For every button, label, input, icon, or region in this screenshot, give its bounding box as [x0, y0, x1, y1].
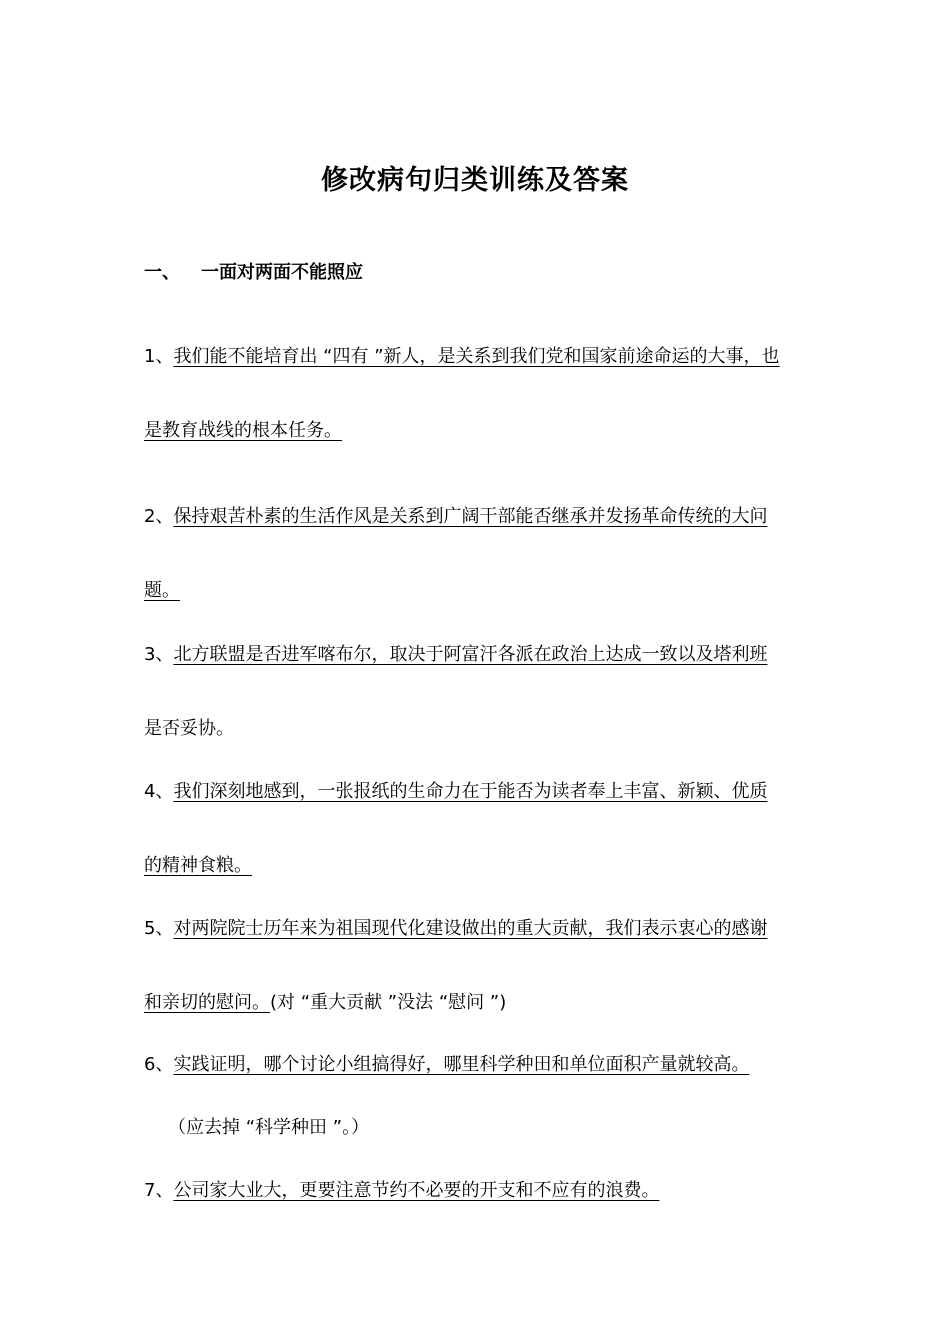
- item-number: 5、: [144, 918, 174, 939]
- item-sentence: 保持艰苦朴素的生活作风是关系到广阔干部能否继承并发扬革命传统的大问: [173, 506, 768, 527]
- item-6-line-1: [144, 1050, 749, 1076]
- item-number: 3、: [144, 644, 174, 665]
- item-3-line-2: [144, 714, 234, 740]
- item-sentence-continued: 和亲切的慰问。: [144, 992, 270, 1013]
- item-number: 6、: [144, 1054, 174, 1075]
- section-number: 一、: [144, 262, 180, 283]
- item-sentence-continued: 的精神食粮。: [144, 855, 252, 876]
- section-heading: [144, 258, 363, 284]
- item-sentence-continued: 是教育战线的根本任务。: [144, 420, 342, 441]
- item-sentence-continued: 题。: [144, 580, 180, 601]
- item-sentence: 北方联盟是否进军喀布尔，取决于阿富汗各派在政治上达成一致以及塔利班: [173, 644, 768, 665]
- item-7-line-1: [144, 1176, 659, 1202]
- item-sentence: 我们能不能培育出 “四有 ”新人，是关系到我们党和国家前途命运的大事，也: [173, 346, 780, 367]
- item-number: 4、: [144, 781, 174, 802]
- item-number: 1、: [144, 346, 174, 367]
- item-note: (对 “重大贡献 ”没法 “慰问 ”): [270, 992, 507, 1013]
- item-4-line-2: [144, 851, 252, 877]
- item-4-line-1: [144, 777, 767, 803]
- item-5-line-2: [144, 988, 506, 1014]
- item-number: 7、: [144, 1180, 174, 1201]
- item-sentence: 我们深刻地感到，一张报纸的生命力在于能否为读者奉上丰富、新颖、优质: [173, 781, 768, 802]
- item-note: （应去掉 “科学种田 ”。）: [168, 1117, 370, 1138]
- item-5-line-1: [144, 914, 767, 940]
- item-sentence-continued: 是否妥协。: [144, 718, 234, 739]
- item-2-line-1: [144, 502, 767, 528]
- item-2-line-2: [144, 576, 180, 602]
- item-1-line-2: [144, 416, 342, 442]
- item-3-line-1: [144, 640, 767, 666]
- item-6-line-2: [168, 1113, 369, 1139]
- page-title: 修改病句归类训练及答案: [321, 165, 629, 196]
- item-sentence: 实践证明，哪个讨论小组搞得好，哪里科学种田和单位面积产量就较高。: [173, 1054, 750, 1075]
- item-number: 2、: [144, 506, 174, 527]
- section-title: 一面对两面不能照应: [201, 262, 363, 283]
- item-sentence: 公司家大业大，更要注意节约不必要的开支和不应有的浪费。: [173, 1180, 660, 1201]
- item-sentence: 对两院院士历年来为祖国现代化建设做出的重大贡献，我们表示衷心的感谢: [173, 918, 768, 939]
- item-1-line-1: [144, 342, 780, 368]
